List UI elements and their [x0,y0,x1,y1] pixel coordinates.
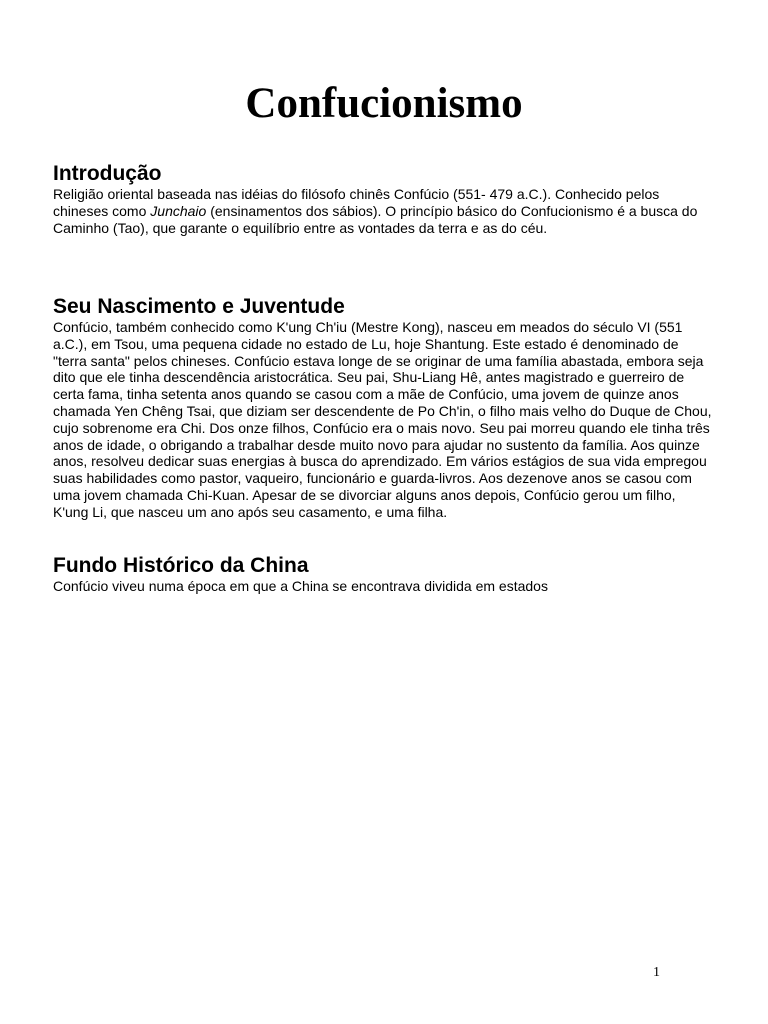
section-nascimento-juventude [53,294,713,521]
section-fundo-historico [53,553,713,595]
paragraph-text: Religião oriental baseada nas idéias do filósofo chinês Confúcio (551- 479 a.C.). Conhecido pelos chineses como [53,186,660,219]
section-heading: Introdução [53,162,162,185]
italic-term: Junchaio [150,202,207,219]
section-paragraph: Confúcio viveu numa época em que a China se encontrava dividida em estados [53,578,548,594]
section-heading: Seu Nascimento e Juventude [53,295,345,318]
document-title: Confucionismo [245,80,523,127]
section-introducao [53,161,713,236]
page-number: 1 [653,965,660,980]
section-paragraph [53,186,713,236]
paragraph-text: (ensinamentos dos sábios). O princípio básico do Confucionismo é a busca do Caminho (Tao), que garante o equilíbrio entre as vontades da terra e as do céu. [53,202,698,236]
section-heading: Fundo Histórico da China [53,554,309,577]
section-paragraph: Confúcio, também conhecido como K'ung Ch'iu (Mestre Kong), nasceu em meados do século VI (551 a.C.), em Tsou, uma pequena cidade no estado de Lu, hoje Shantung. Este estado é denominado de "terra santa" pelos chineses. Confúcio estava longe de se originar de uma família abastada, embora seja dito que ele tinha descendência aristocrática. Seu pai, Shu-Liang Hê, antes magistrado e guerreiro de certa fama, tinha setenta anos quando se casou com a mãe de Confúcio, uma jovem de quinze anos chamada Yen Chêng Tsai, que diziam ser descendente de Po Ch'in, o filho mais velho do Duque de Chou, cujo sobrenome era Chi. Dos onze filhos, Confúcio era o mais novo. Seu pai morreu quando ele tinha três anos de idade, o obrigando a trabalhar desde muito novo para ajudar no sustento da família. Aos quinze anos, resolveu dedicar suas energias à busca do aprendizado. Em vários estágios de sua vida empregou suas habilidades como pastor, vaqueiro, funcionário e guarda-livros. Aos dezenove anos se casou com uma jovem chamada Chi-Kuan. Apesar de se divorciar alguns anos depois, Confúcio gerou um filho, K'ung Li, que nasceu um ano após seu casamento, e uma filha. [53,319,712,520]
